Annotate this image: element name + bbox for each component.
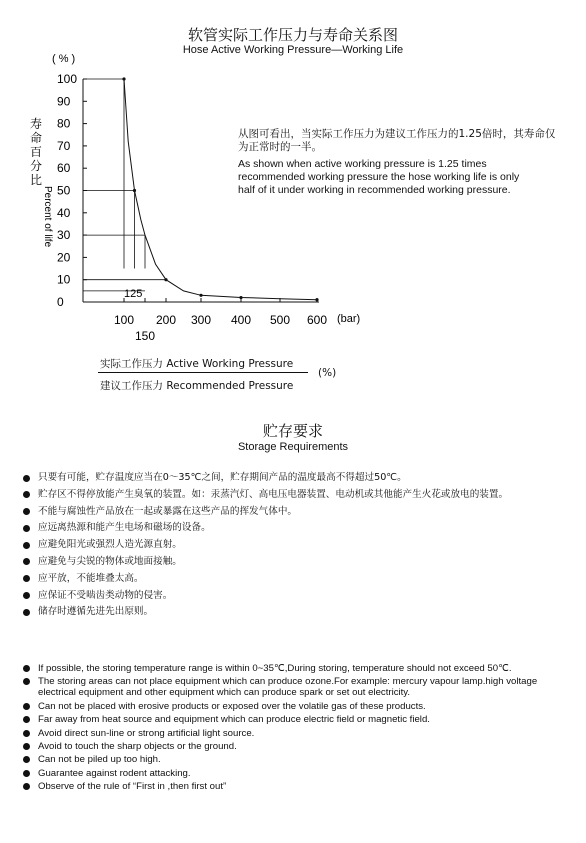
data-point (122, 77, 125, 80)
list-item: The storing areas can not place equipment which can produce ozone.For example: mercury vapour lamp.high voltage electrical equipment and other equipment which can produce spark or set out electricity. (20, 676, 570, 698)
ratio-line (98, 372, 308, 373)
y-tick-label: 20 (57, 250, 71, 265)
x-tick-label: 150 (134, 329, 156, 343)
x-tick-label: 300 (190, 313, 212, 327)
y-tick-label: 40 (57, 205, 71, 220)
data-point (239, 296, 242, 299)
storage-list-en (20, 663, 570, 795)
list-item: 不能与腐蚀性产品放在一起或暴露在这些产品的挥发气体中。 (20, 506, 570, 518)
y-tick-label: 50 (57, 183, 71, 198)
y-unit-label: ( % ) (52, 53, 76, 65)
x-tick-label: 100 (113, 313, 135, 327)
list-item: 应避免与尖锐的物体或地面接触。 (20, 556, 570, 568)
storage-title: 贮存要求 (262, 422, 323, 440)
ratio-unit: (%) (318, 367, 337, 379)
storage-subtitle: Storage Requirements (237, 441, 349, 453)
data-point (315, 298, 318, 301)
storage-list-cn (20, 472, 570, 623)
list-item: Avoid to touch the sharp objects or the ground. (20, 741, 570, 752)
x-tick-label: 600 (306, 313, 328, 327)
list-item: Avoid direct sun-line or strong artificial light source. (20, 728, 570, 739)
y-tick-label: 10 (57, 272, 71, 287)
list-item: Guarantee against rodent attacking. (20, 768, 570, 779)
x-tick-label: 500 (269, 313, 291, 327)
data-point (199, 294, 202, 297)
x-unit-label: (bar) (337, 313, 361, 325)
y-tick-label: 80 (57, 116, 71, 131)
y-axis-label-cn: 寿命百分比 (30, 117, 43, 187)
y-tick-label: 0 (57, 295, 64, 309)
x-ratio-numerator: 实际工作压力 Active Working Pressure (100, 358, 294, 370)
list-item: Can not be placed with erosive products or exposed over the volatile gas of these products. (20, 701, 570, 712)
list-item: 贮存区不得停放能产生臭氧的装置。如：汞蒸汽灯、高电压电器装置、电动机或其他能产生火花或放电的装置。 (20, 489, 570, 501)
y-tick-label: 60 (57, 161, 71, 176)
list-item: 应平放，不能堆叠太高。 (20, 573, 570, 585)
annotation-125: 125 (124, 288, 143, 300)
list-item: 只要有可能，贮存温度应当在0～35℃之间，贮存期间产品的温度最高不得超过50℃。 (20, 472, 570, 484)
list-item: Far away from heat source and equipment which can produce electric field or magnetic field. (20, 714, 570, 725)
list-item: 应保证不受啮齿类动物的侵害。 (20, 590, 570, 602)
list-item: 应远离热源和能产生电场和磁场的设备。 (20, 522, 570, 534)
x-ratio-denominator: 建议工作压力 Recommended Pressure (100, 380, 294, 392)
chart-title: 软管实际工作压力与寿命关系图 (187, 26, 398, 44)
y-tick-label: 30 (57, 228, 71, 243)
x-tick-label: 200 (155, 313, 177, 327)
list-item: 储存时遵循先进先出原则。 (20, 606, 570, 618)
y-tick-label: 70 (57, 138, 71, 153)
list-item: 应避免阳光或强烈人造光源直射。 (20, 539, 570, 551)
chart-note-en: As shown when active working pressure is 1.25 times recommended working pressure the hose working life is only half of it under working in recommended working pressure. (238, 158, 520, 196)
y-axis-label-en: Percent of life (42, 186, 53, 248)
data-point (133, 189, 136, 192)
y-tick-label: 100 (57, 72, 78, 86)
list-item: Observe of the rule of “First in ,then first out” (20, 781, 570, 792)
list-item: Can not be piled up too high. (20, 754, 570, 765)
list-item: If possible, the storing temperature range is within 0~35℃,During storing, temperature should not exceed 50℃. (20, 663, 570, 674)
data-point (164, 278, 167, 281)
chart-note-cn: 从图可看出，当实际工作压力为建议工作压力的1.25倍时，其寿命仅为正常时的一半。 (238, 128, 556, 153)
chart-subtitle: Hose Active Working Pressure—Working Life (182, 44, 404, 56)
x-tick-label: 400 (230, 313, 252, 327)
pressure-life-chart (0, 0, 586, 400)
y-tick-label: 90 (57, 94, 71, 109)
